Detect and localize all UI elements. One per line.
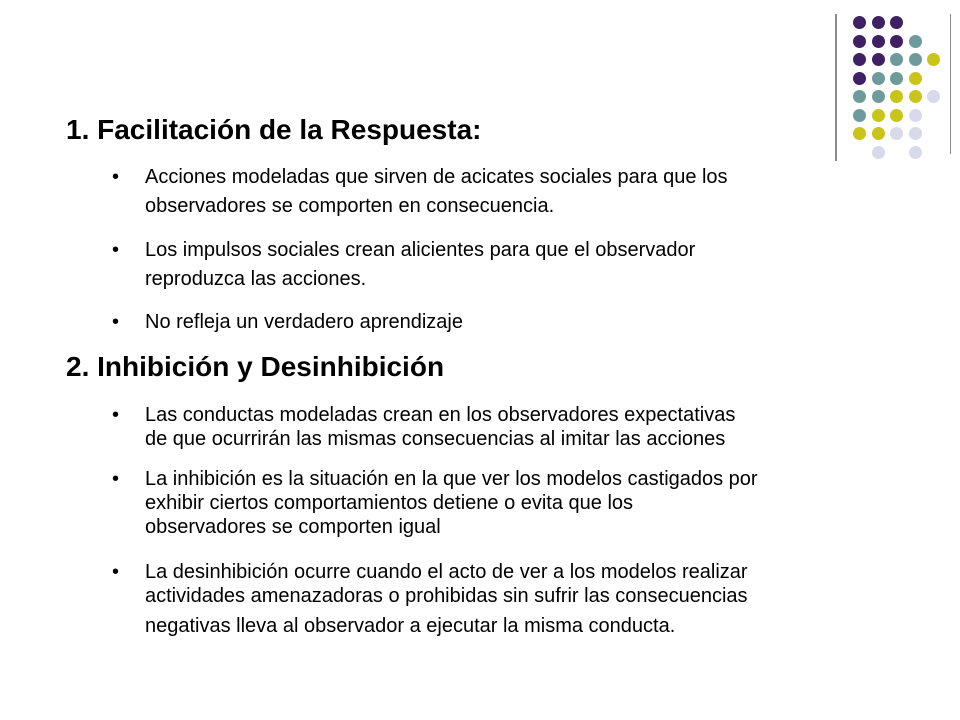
section2-bullet-3 (115, 560, 905, 638)
teal-dot (853, 90, 866, 103)
lavender-dot (909, 109, 922, 122)
bullet-line: negativas lleva al observador a ejecutar la misma conducta. (145, 615, 676, 637)
teal-dot (872, 72, 885, 85)
purple-dot (872, 35, 885, 48)
olive-dot (890, 109, 903, 122)
olive-dot (909, 72, 922, 85)
bullet-line: • La desinhibición ocurre cuando el acto de ver a los modelos realizar (145, 561, 748, 583)
teal-dot (890, 72, 903, 85)
olive-dot (927, 53, 940, 66)
teal-dot (909, 53, 922, 66)
bullet-line: • Los impulsos sociales crean alicientes para que el observador (145, 239, 696, 261)
bullet-line: • Las conductas modeladas crean en los observadores expectativas (145, 404, 736, 426)
vertical-line-left (835, 14, 837, 161)
olive-dot (890, 90, 903, 103)
section1-bullet-3 (115, 308, 905, 337)
bullet-line: observadores se comporten igual (145, 516, 441, 538)
bullet-line: reproduzca las acciones. (145, 268, 367, 290)
bullet-line: exhibir ciertos comportamientos detiene o evita que los (145, 492, 634, 514)
bullet-line: • Acciones modeladas que sirven de acicates sociales para que los (145, 166, 728, 188)
teal-dot (872, 90, 885, 103)
section1-bullet-1 (115, 163, 905, 221)
section2-heading: 2. Inhibición y Desinhibición (66, 351, 445, 382)
section1-heading: 1. Facilitación de la Respuesta: (66, 114, 482, 145)
olive-dot (909, 90, 922, 103)
teal-dot (909, 35, 922, 48)
lavender-dot (872, 146, 885, 159)
olive-dot (872, 109, 885, 122)
purple-dot (853, 16, 866, 29)
lavender-dot (890, 127, 903, 140)
lavender-dot (909, 127, 922, 140)
bullet-line: actividades amenazadoras o prohibidas sin sufrir las consecuencias (145, 585, 748, 607)
purple-dot (853, 53, 866, 66)
teal-dot (853, 109, 866, 122)
lavender-dot (927, 90, 940, 103)
purple-dot (872, 53, 885, 66)
olive-dot (853, 127, 866, 140)
vertical-line-right (950, 14, 951, 154)
teal-dot (890, 53, 903, 66)
purple-dot (872, 16, 885, 29)
olive-dot (872, 127, 885, 140)
bullet-line: • No refleja un verdadero aprendizaje (145, 311, 463, 333)
lavender-dot (909, 146, 922, 159)
bullet-line: • La inhibición es la situación en la que ver los modelos castigados por (145, 468, 758, 490)
bullet-line: observadores se comporten en consecuencia. (145, 195, 555, 217)
purple-dot (853, 72, 866, 85)
bullet-line: de que ocurrirán las mismas consecuencias al imitar las acciones (145, 428, 726, 450)
section1-bullet-2 (115, 236, 905, 294)
section2-bullet-2 (115, 467, 905, 539)
purple-dot (890, 35, 903, 48)
section2-bullet-1 (115, 403, 905, 451)
purple-dot (890, 16, 903, 29)
purple-dot (853, 35, 866, 48)
